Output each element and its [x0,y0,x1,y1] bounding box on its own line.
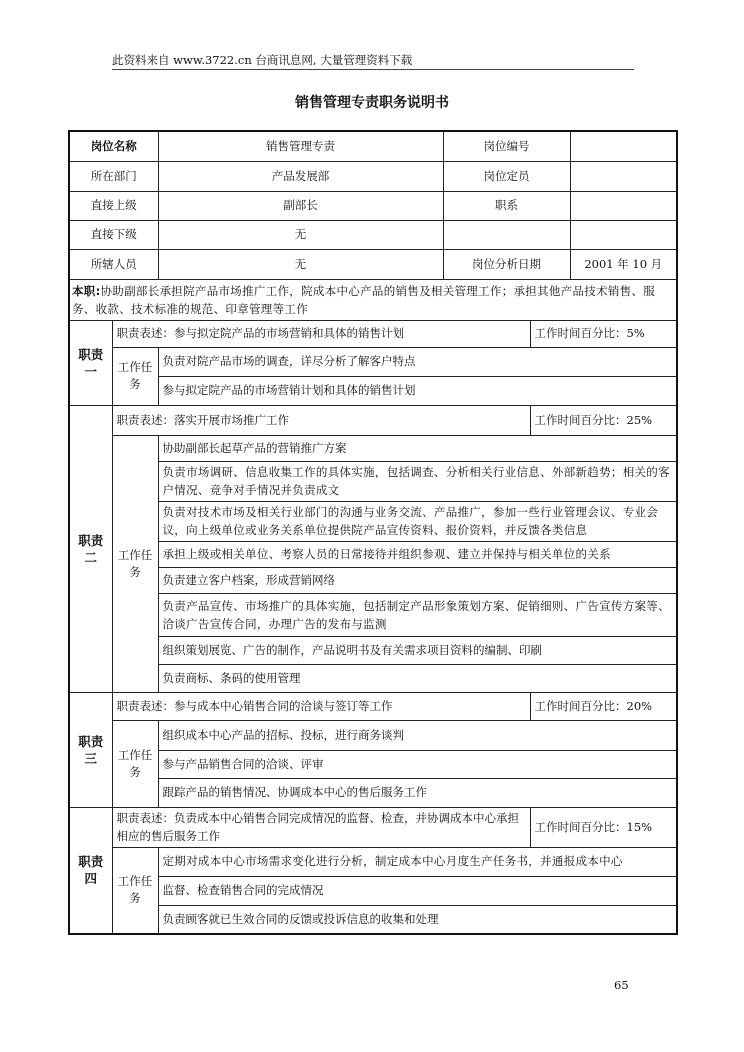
duty-2-percent: 工作时间百分比：25% [530,405,677,435]
task-row [69,541,677,567]
duty-2-task-label: 工作任务 [112,435,158,692]
label-department: 所在部门 [69,161,158,191]
duty-3-task-1: 组织成本中心产品的招标、投标，进行商务谈判 [158,720,677,750]
label-staff: 所辖人员 [69,249,158,279]
label-subordinate: 直接下级 [69,220,158,249]
value-headcount [570,161,677,191]
duty-1-task-label: 工作任务 [112,347,158,405]
duty-2-task-5: 负责建立客户档案，形成营销网络 [158,567,677,593]
duty-4-task-label: 工作任务 [112,847,158,934]
task-row [69,905,677,934]
duty-summary-row [69,279,677,320]
value-job-family [570,191,677,220]
task-row [69,876,677,905]
task-row [69,636,677,664]
label-analysis-date: 岗位分析日期 [443,249,570,279]
task-row [69,847,677,876]
duty-summary-text: 协助副部长承担院产品市场推广工作，院成本中心产品的销售及相关管理工作；承担其他产品技术销售、服务、收款、技术标准的规范、印章管理等工作 [72,283,656,316]
label-superior: 直接上级 [69,191,158,220]
info-row [69,249,677,279]
value-position-code [570,131,677,161]
value-department: 产品发展部 [158,161,443,191]
info-row [69,191,677,220]
task-row [69,461,677,501]
duty-2-task-7: 组织策划展览、广告的制作，产品说明书及有关需求项目资料的编制、印刷 [158,636,677,664]
value-staff: 无 [158,249,443,279]
value-subordinate: 无 [158,220,443,249]
task-row [69,376,677,405]
value-superior: 副部长 [158,191,443,220]
duty-summary [69,279,677,320]
value-position-name: 销售管理专责 [158,131,443,161]
label-job-family: 职系 [443,191,570,220]
duty-2-label: 职责二 [69,405,112,692]
task-row [69,567,677,593]
label-headcount: 岗位定员 [443,161,570,191]
duty-3-percent: 工作时间百分比：20% [530,692,677,720]
duty-2-statement: 职责表述：落实开展市场推广工作 [112,405,530,435]
value-analysis-date: 2001 年 10 月 [570,249,677,279]
duty-statement-row [69,807,677,847]
header-source-line: 此资料来自 www.3722.cn 台商讯息网, 大量管理资料下载 [112,53,413,67]
page-number: 65 [614,978,629,992]
duty-statement-row [69,405,677,435]
task-row [69,664,677,692]
label-position-code: 岗位编号 [443,131,570,161]
job-description-table [68,130,678,935]
duty-3-task-2: 参与产品销售合同的洽谈、评审 [158,750,677,778]
duty-2-task-4: 承担上级或相关单位、考察人员的日常接待并组织参观、建立并保持与相关单位的关系 [158,541,677,567]
duty-2-task-1: 协助副部长起草产品的营销推广方案 [158,435,677,461]
info-row [69,131,677,161]
duty-2-task-2: 负责市场调研、信息收集工作的具体实施，包括调查、分析相关行业信息、外部新趋势；相关的客户情况、竞争对手情况并负责成文 [158,461,677,501]
task-row [69,750,677,778]
label-position-name: 岗位名称 [69,131,158,161]
duty-3-statement: 职责表述：参与成本中心销售合同的洽谈与签订等工作 [112,692,530,720]
task-row [69,778,677,807]
task-row [69,347,677,376]
duty-1-statement: 职责表述：参与拟定院产品的市场营销和具体的销售计划 [112,320,530,347]
duty-1-task-1: 负责对院产品市场的调查，详尽分析了解客户特点 [158,347,677,376]
task-row [69,720,677,750]
duty-4-statement: 职责表述：负责成本中心销售合同完成情况的监督、检查，并协调成本中心承担相应的售后服务工作 [112,807,530,847]
info-row [69,161,677,191]
task-row [69,593,677,636]
header-rule [112,69,634,70]
document-title: 销售管理专责职务说明书 [295,95,449,111]
duty-3-label: 职责三 [69,692,112,807]
duty-4-task-1: 定期对成本中心市场需求变化进行分析，制定成本中心月度生产任务书，并通报成本中心 [158,847,677,876]
duty-3-task-3: 跟踪产品的销售情况、协调成本中心的售后服务工作 [158,778,677,807]
duty-2-task-6: 负责产品宣传、市场推广的具体实施，包括制定产品形象策划方案、促销细则、广告宣传方案等、洽谈广告宣传合同，办理广告的发布与监测 [158,593,677,636]
duty-summary-label: 本职: [72,283,101,298]
duty-statement-row [69,692,677,720]
duty-4-task-3: 负责顾客就已生效合同的反馈或投诉信息的收集和处理 [158,905,677,934]
duty-2-task-3: 负责对技术市场及相关行业部门的沟通与业务交流、产品推广，参加一些行业管理会议、专业会议，向上级单位或业务关系单位提供院产品宣传资料、报价资料，并反馈各类信息 [158,501,677,541]
duty-statement-row [69,320,677,347]
duty-1-task-2: 参与拟定院产品的市场营销计划和具体的销售计划 [158,376,677,405]
empty-cell [443,220,570,249]
duty-4-percent: 工作时间百分比：15% [530,807,677,847]
duty-1-label: 职责一 [69,320,112,405]
empty-cell [570,220,677,249]
task-row [69,435,677,461]
duty-3-task-label: 工作任务 [112,720,158,807]
duty-1-percent: 工作时间百分比：5% [530,320,677,347]
info-row [69,220,677,249]
duty-4-task-2: 监督、检查销售合同的完成情况 [158,876,677,905]
duty-2-task-8: 负责商标、条码的使用管理 [158,664,677,692]
duty-4-label: 职责四 [69,807,112,934]
task-row [69,501,677,541]
